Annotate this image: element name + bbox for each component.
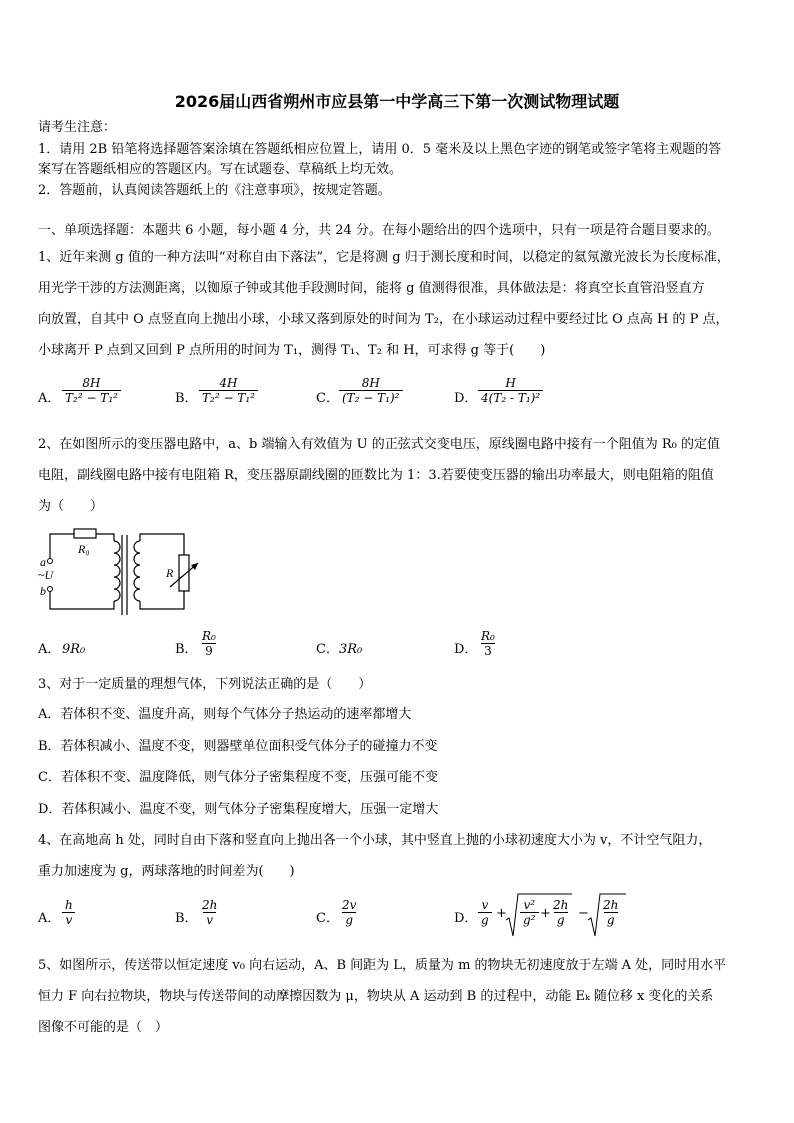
fraction-denominator: g² bbox=[520, 912, 539, 927]
q3-option-a: A．若体积不变、温度升高，则每个气体分子热运动的速率都增大 bbox=[38, 707, 412, 722]
q1-option-a-formula bbox=[62, 376, 121, 405]
fraction-denominator: v bbox=[203, 912, 216, 927]
page-title: 2026届山西省朔州市应县第一中学高三下第一次测试物理试题 bbox=[174, 92, 620, 111]
fraction-v2-over-g2 bbox=[520, 898, 539, 927]
q1-line-3: 向放置，自其中 O 点竖直向上抛出小球，小球又落到原处的时间为 T₂，在小球运动过程中要经过比 O 点高 H 的 P 点， bbox=[38, 312, 729, 327]
q2-option-b-label: B． bbox=[175, 642, 198, 657]
q5-line-2: 恒力 F 向右拉物块，物块与传送带间的动摩擦因数为 μ，物块从 A 运动到 B 的过程中，动能 Eₖ 随位移 x 变化的关系 bbox=[38, 989, 714, 1004]
plus-sign: + bbox=[496, 906, 507, 921]
q1-line-2: 用光学干涉的方法测距离，以铷原子钟或其他手段测时间，能将 g 值测得很准，具体做法是：将真空长直管沿竖直方 bbox=[38, 281, 705, 296]
q2-line-1: 2、在如图所示的变压器电路中，a、b 端输入有效值为 U 的正弦式交变电压，原线圈电路中接有一个阻值为 R₀ 的定值 bbox=[38, 437, 720, 452]
q5-line-3: 图像不可能的是（ ） bbox=[38, 1020, 169, 1035]
fraction-numerator: 8H bbox=[82, 376, 101, 390]
fraction-denominator: g bbox=[604, 912, 618, 927]
fraction-numerator: 2h bbox=[603, 898, 619, 912]
q3-option-d: D．若体积减小、温度不变，则气体分子密集程度增大，压强一定增大 bbox=[38, 802, 439, 817]
plus-sign: + bbox=[540, 906, 551, 921]
fraction-numerator: 2h bbox=[553, 898, 569, 912]
q1-option-d-label: D． bbox=[454, 391, 478, 406]
variable-resistor-arrow-icon bbox=[191, 563, 198, 570]
notice-item-2: 2．答题前，认真阅读答题纸上的《注意事项》，按规定答题。 bbox=[38, 183, 391, 198]
q2-line-2: 电阻，副线圈电路中接有电阻箱 R，变压器原副线圈的匝数比为 1：3.若要使变压器的输出功率最大，则电阻箱的阻值 bbox=[38, 468, 714, 483]
q4-line-2: 重力加速度为 g，两球落地的时间差为( ) bbox=[38, 864, 295, 879]
q3-stem: 3、对于一定质量的理想气体，下列说法正确的是（ ） bbox=[38, 677, 372, 692]
q3-option-b: B．若体积减小、温度不变，则器壁单位面积受气体分子的碰撞力不变 bbox=[38, 739, 438, 754]
resistor-box-label: R bbox=[166, 566, 174, 580]
fraction-numerator: h bbox=[65, 898, 73, 912]
terminal-b-label: b bbox=[40, 584, 46, 598]
q1-option-b-label: B． bbox=[175, 391, 198, 406]
q2-option-c-value: 3R₀ bbox=[339, 642, 363, 657]
q1-line-1: 1、近年来测 g 值的一种方法叫“对称自由下落法”，它是将测 g 归于测长度和时间，以稳定的氦氖激光波长为长度标准， bbox=[38, 250, 730, 265]
transformer-circuit-diagram bbox=[36, 525, 226, 620]
q2-option-b-formula bbox=[199, 629, 219, 658]
fraction-denominator: g bbox=[554, 912, 568, 927]
notice-item-1b: 案写在答题纸相应的答题区内。写在试题卷、草稿纸上均无效。 bbox=[38, 162, 403, 177]
fraction-numerator: R₀ bbox=[202, 629, 216, 643]
fraction-numerator: 8H bbox=[361, 376, 380, 390]
q1-option-c-formula bbox=[339, 376, 403, 405]
fraction-2h-over-g bbox=[600, 898, 621, 927]
fraction-numerator: 4H bbox=[219, 376, 238, 390]
q4-option-a-formula bbox=[62, 898, 76, 927]
fraction-denominator: T₂² − T₁² bbox=[199, 390, 258, 405]
q4-option-a-label: A． bbox=[38, 911, 61, 926]
q1-option-b-formula bbox=[199, 376, 258, 405]
fraction-denominator: T₂² − T₁² bbox=[62, 390, 121, 405]
fraction-2h-over-g bbox=[550, 898, 571, 927]
fraction-denominator: g bbox=[478, 912, 492, 927]
q4-option-c-label: C． bbox=[316, 911, 339, 926]
q1-line-4: 小球离开 P 点到又回到 P 点所用的时间为 T₁，测得 T₁、T₂ 和 H，可求得 g 等于( ) bbox=[38, 343, 546, 358]
terminal-a-label: a bbox=[40, 555, 46, 569]
fraction-numerator: v bbox=[481, 898, 489, 912]
q4-option-b-label: B． bbox=[175, 911, 198, 926]
fraction-denominator: 9 bbox=[202, 643, 216, 658]
r0-label: R₀ bbox=[78, 542, 90, 556]
q4-option-c-formula bbox=[339, 898, 359, 927]
minus-sign: − bbox=[578, 906, 589, 921]
fraction-denominator: (T₂ − T₁)² bbox=[339, 390, 403, 405]
fraction-denominator: v bbox=[62, 912, 75, 927]
section-heading: 一、单项选择题：本题共 6 小题，每小题 4 分，共 24 分。在每小题给出的四个选项中，只有一项是符合题目要求的。 bbox=[38, 223, 720, 238]
fraction-v-over-g bbox=[478, 898, 492, 927]
fraction-numerator: 2v bbox=[342, 898, 357, 912]
fraction-denominator: 4(T₂ - T₁)² bbox=[478, 390, 543, 405]
q2-option-a-label: A． bbox=[38, 642, 61, 657]
fraction-numerator: R₀ bbox=[481, 629, 495, 643]
notice-heading: 请考生注意： bbox=[38, 120, 117, 135]
q3-option-c: C．若体积不变、温度降低，则气体分子密集程度不变，压强可能不变 bbox=[38, 770, 438, 785]
voltage-source-label: ~U bbox=[38, 568, 54, 582]
q1-option-a-label: A． bbox=[38, 391, 61, 406]
notice-item-1a: 1．请用 2B 铅笔将选择题答案涂填在答题纸相应位置上，请用 0．5 毫米及以上黑色字迹的钢笔或签字笔将主观题的答 bbox=[38, 142, 722, 157]
fraction-numerator: H bbox=[505, 376, 516, 390]
q1-option-d-formula bbox=[478, 376, 543, 405]
q2-line-3: 为（ ） bbox=[38, 499, 104, 514]
q5-line-1: 5、如图所示，传送带以恒定速度 v₀ 向右运动，A、B 间距为 L，质量为 m 的物块无初速度放于左端 A 处，同时用水平 bbox=[38, 958, 727, 973]
q1-option-c-label: C． bbox=[316, 391, 339, 406]
q4-option-d-label: D． bbox=[454, 911, 478, 926]
q2-option-c-label: C． bbox=[316, 642, 339, 657]
q2-option-d-label: D． bbox=[454, 642, 478, 657]
q4-option-b-formula bbox=[199, 898, 220, 927]
fraction-numerator: 2h bbox=[202, 898, 218, 912]
q4-option-d-formula bbox=[478, 892, 628, 940]
q4-line-1: 4、在高地高 h 处，同时自由下落和竖直向上抛出各一个小球，其中竖直上抛的小球初速度大小为 v，不计空气阻力， bbox=[38, 833, 712, 848]
q2-option-a-value: 9R₀ bbox=[62, 642, 86, 657]
fraction-numerator: v² bbox=[523, 898, 536, 912]
fraction-denominator: 3 bbox=[481, 643, 495, 658]
fraction-denominator: g bbox=[342, 912, 356, 927]
q2-option-d-formula bbox=[478, 629, 498, 658]
